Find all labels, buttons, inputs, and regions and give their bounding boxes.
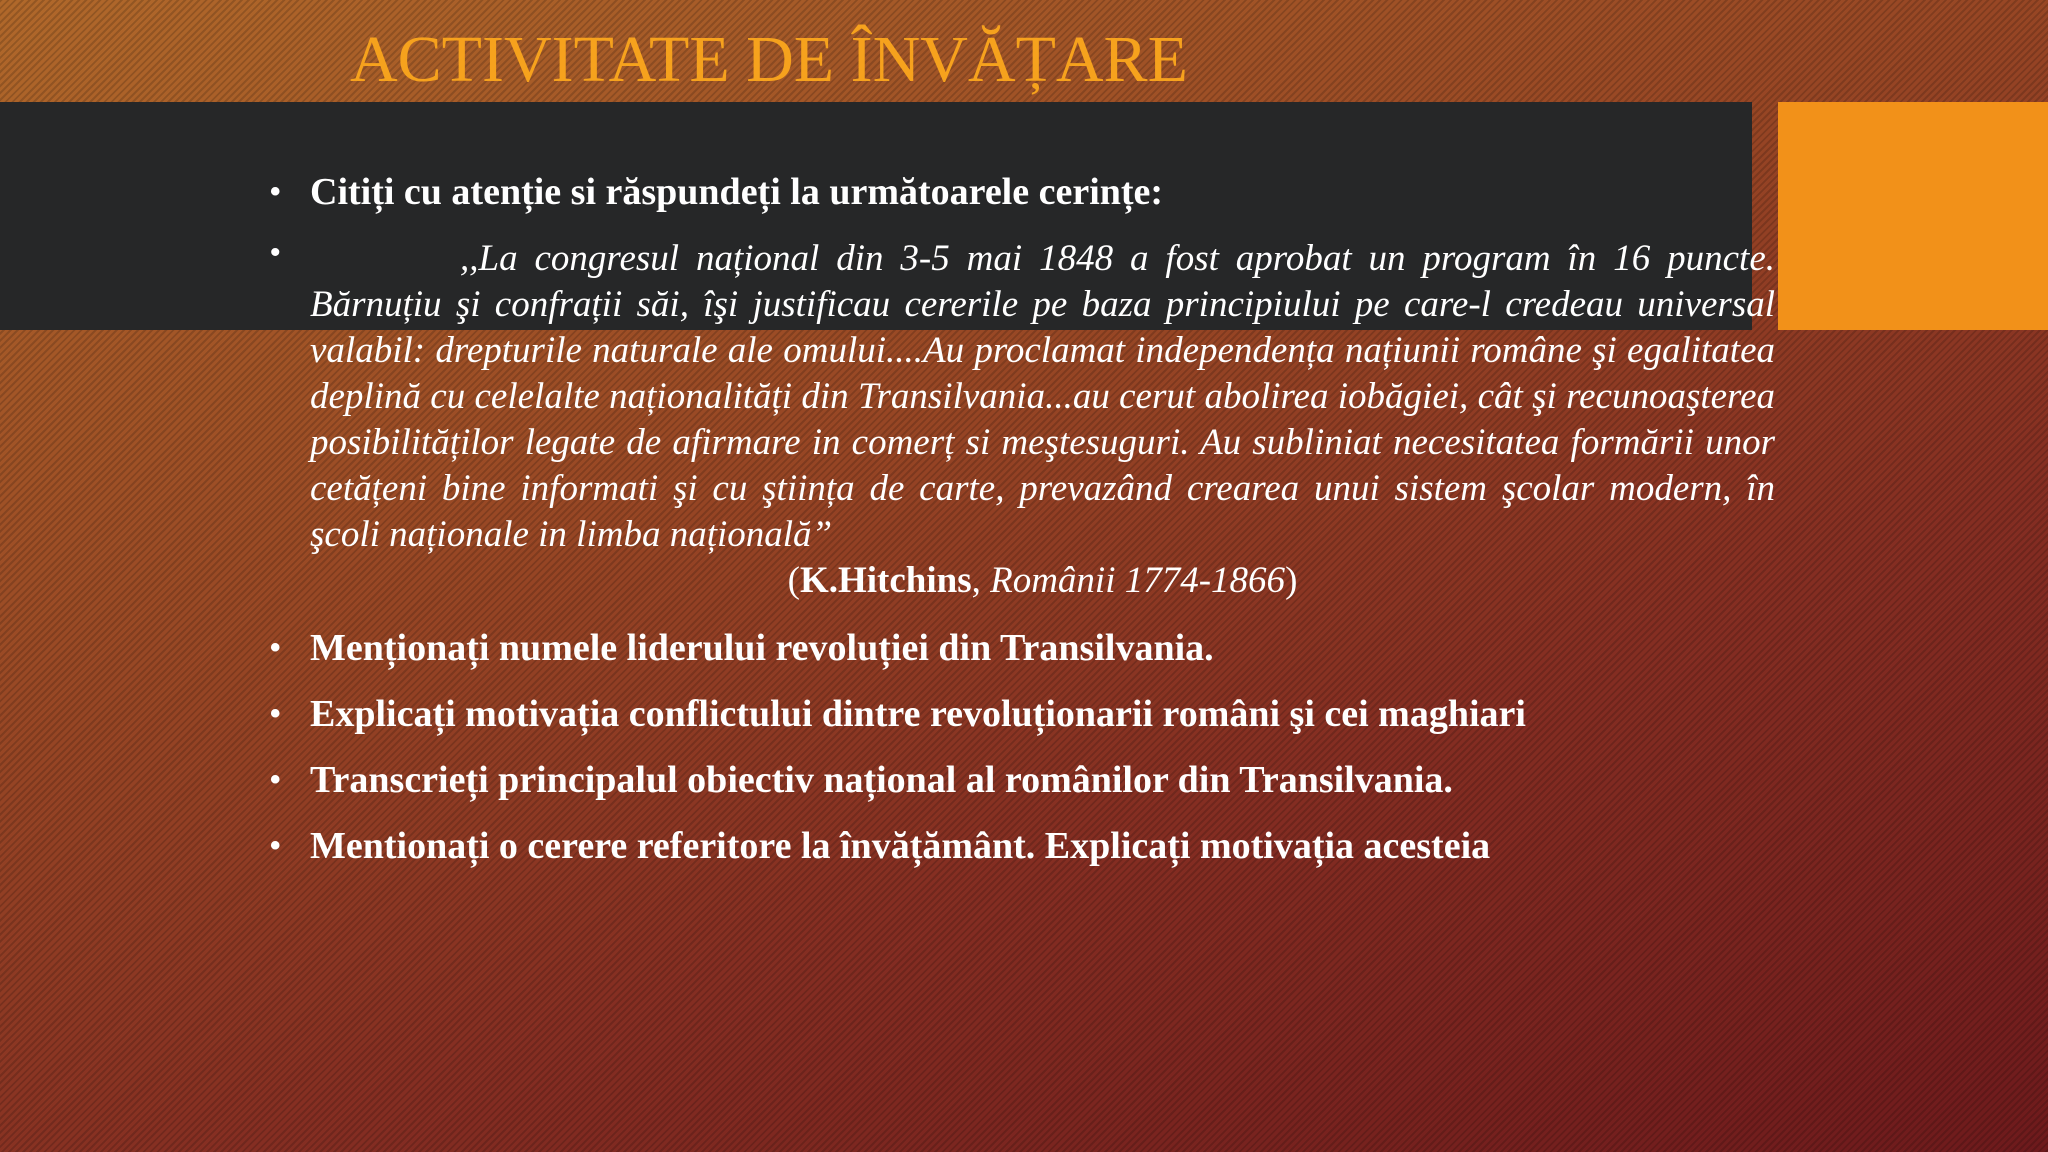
quote-item: [270, 236, 1775, 604]
orange-accent-block: [1778, 102, 2048, 330]
bullet-dot: •: [270, 697, 281, 730]
question-text: Transcrieți principalul obiectiv național al românilor din Transilvania.: [310, 759, 1453, 801]
citation-separator: ,: [971, 560, 991, 601]
question-text: Mentionați o cerere referitore la învățământ. Explicați motivația acesteia: [310, 825, 1491, 867]
citation-close-paren: ): [1285, 560, 1298, 601]
question-text: Menționați numele liderului revoluției din Transilvania.: [310, 627, 1214, 669]
instruction-text: Citiți cu atenție si răspundeți la următoarele cerințe:: [310, 171, 1164, 213]
quote-citation: [310, 558, 1775, 604]
bullet-dot: •: [270, 236, 281, 269]
slide-content: [270, 170, 1775, 868]
bullet-dot: •: [270, 829, 281, 862]
question-item: [270, 824, 1775, 868]
question-item: [270, 758, 1775, 802]
bullet-dot: •: [270, 763, 281, 796]
slide-title: ACTIVITATE DE ÎNVĂȚARE: [350, 23, 1188, 96]
citation-open-paren: (: [787, 560, 800, 601]
question-text: Explicați motivația conflictului dintre revoluționarii români şi cei maghiari: [310, 693, 1526, 735]
questions-list: [270, 626, 1775, 868]
quote-text: ,,La congresul național din 3-5 mai 1848 a fost aprobat un program în 16 puncte. Bărnuțiu şi confrații săi, îşi justificau cererile pe baza principiului pe care-l credeau universal valabil: drepturile naturale ale omului....Au proclamat independența națiunii române şi egalitatea deplină cu celelalte naționalități din Transilvania...au cerut abolirea iobăgiei, cât şi recunoaşterea posibilităților legate de afirmare in comerț si meştesuguri. Au subliniat necesitatea formării unor cetățeni bine informati şi cu ştiința de carte, prevazând crearea unui sistem şcolar modern, în şcoli naționale in limba națională”: [310, 238, 1775, 555]
question-item: [270, 626, 1775, 670]
bullet-dot: •: [270, 631, 281, 664]
question-item: [270, 692, 1775, 736]
instruction-item: [270, 170, 1775, 214]
citation-author: K.Hitchins: [799, 560, 972, 601]
citation-work: Românii 1774-1866: [990, 560, 1286, 601]
bullet-dot: •: [270, 175, 281, 208]
